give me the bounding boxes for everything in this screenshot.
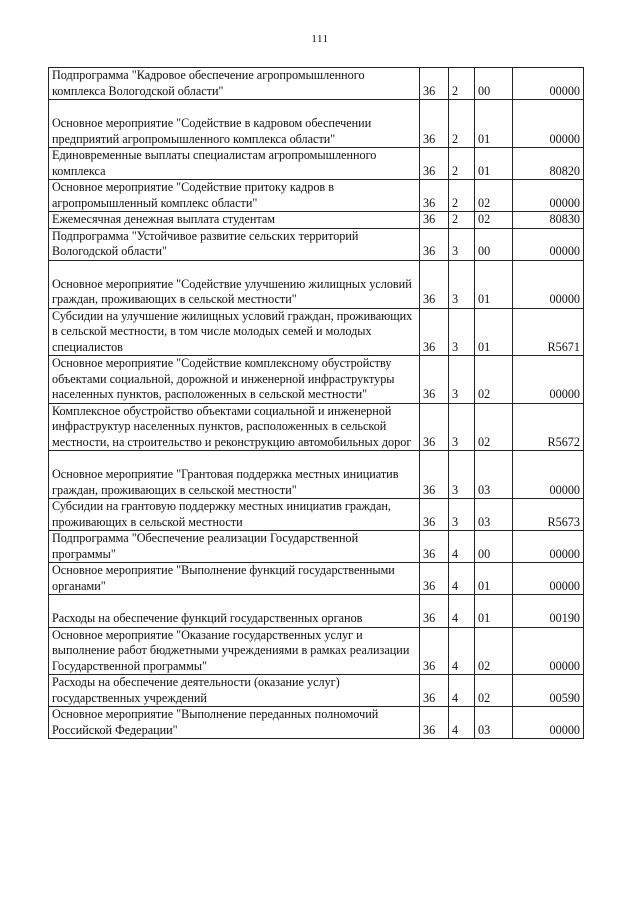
row-name-cell: Основное мероприятие "Выполнение переданных полномочий Российской Федерации" [49, 707, 420, 739]
code-program-cell: 36 [420, 148, 449, 180]
row-name-cell: Основное мероприятие "Содействие в кадровом обеспечении предприятий агропромышленного комплекса области" [49, 100, 420, 148]
row-name-cell: Субсидии на грантовую поддержку местных инициатив граждан, проживающих в сельской местности [49, 499, 420, 531]
table-row [49, 228, 584, 260]
code-direction-cell: 00590 [513, 675, 584, 707]
table-row [49, 308, 584, 356]
code-activity-cell: 01 [475, 563, 513, 595]
table-row [49, 451, 584, 499]
row-name-cell: Подпрограмма "Устойчивое развитие сельских территорий Вологодской области" [49, 228, 420, 260]
code-direction-cell: 00000 [513, 356, 584, 404]
row-name-cell: Основное мероприятие "Содействие комплексному обустройству объектами социальной, дорожной и инженерной инфраструктуры населенных пунктов, расположенных в сельской местности" [49, 356, 420, 404]
page-number: 111 [311, 33, 329, 45]
code-activity-cell: 02 [475, 403, 513, 451]
row-name-cell: Расходы на обеспечение функций государственных органов [49, 595, 420, 628]
code-direction-cell: R5672 [513, 403, 584, 451]
code-subprogram-cell: 2 [449, 68, 475, 100]
code-subprogram-cell: 4 [449, 595, 475, 628]
budget-classification-table [48, 67, 584, 739]
code-program-cell: 36 [420, 180, 449, 212]
code-direction-cell: 80820 [513, 148, 584, 180]
code-subprogram-cell: 3 [449, 356, 475, 404]
table-row [49, 260, 584, 308]
code-program-cell: 36 [420, 563, 449, 595]
code-program-cell: 36 [420, 212, 449, 229]
code-program-cell: 36 [420, 595, 449, 628]
code-subprogram-cell: 4 [449, 675, 475, 707]
code-activity-cell: 02 [475, 180, 513, 212]
code-direction-cell: 00000 [513, 451, 584, 499]
code-activity-cell: 03 [475, 451, 513, 499]
table-row [49, 627, 584, 675]
code-direction-cell: R5671 [513, 308, 584, 356]
code-activity-cell: 02 [475, 675, 513, 707]
row-name-cell: Субсидии на улучшение жилищных условий граждан, проживающих в сельской местности, в том числе молодых семей и молодых специалистов [49, 308, 420, 356]
code-program-cell: 36 [420, 356, 449, 404]
code-activity-cell: 02 [475, 356, 513, 404]
code-subprogram-cell: 2 [449, 148, 475, 180]
code-program-cell: 36 [420, 403, 449, 451]
table-row [49, 148, 584, 180]
code-direction-cell: R5673 [513, 499, 584, 531]
code-program-cell: 36 [420, 308, 449, 356]
table-row [49, 499, 584, 531]
code-subprogram-cell: 3 [449, 499, 475, 531]
row-name-cell: Основное мероприятие "Оказание государственных услуг и выполнение работ бюджетными учреждениями в рамках реализации Государственной программы" [49, 627, 420, 675]
table-row [49, 707, 584, 739]
row-name-cell: Основное мероприятие "Грантовая поддержка местных инициатив граждан, проживающих в сельской местности" [49, 451, 420, 499]
code-activity-cell: 01 [475, 308, 513, 356]
code-activity-cell: 01 [475, 100, 513, 148]
table-row [49, 403, 584, 451]
code-direction-cell: 00000 [513, 100, 584, 148]
table-row [49, 180, 584, 212]
code-subprogram-cell: 3 [449, 451, 475, 499]
code-program-cell: 36 [420, 228, 449, 260]
code-activity-cell: 03 [475, 707, 513, 739]
code-program-cell: 36 [420, 531, 449, 563]
table-body [49, 68, 584, 739]
code-activity-cell: 03 [475, 499, 513, 531]
code-direction-cell: 00000 [513, 260, 584, 308]
table-row [49, 356, 584, 404]
row-name-cell: Подпрограмма "Кадровое обеспечение агропромышленного комплекса Вологодской области" [49, 68, 420, 100]
code-activity-cell: 01 [475, 148, 513, 180]
code-direction-cell: 00000 [513, 707, 584, 739]
code-direction-cell: 00190 [513, 595, 584, 628]
code-program-cell: 36 [420, 451, 449, 499]
code-activity-cell: 01 [475, 595, 513, 628]
row-name-cell: Единовременные выплаты специалистам агропромышленного комплекса [49, 148, 420, 180]
code-activity-cell: 02 [475, 212, 513, 229]
table-row [49, 595, 584, 628]
code-activity-cell: 00 [475, 228, 513, 260]
row-name-cell: Ежемесячная денежная выплата студентам [49, 212, 420, 229]
code-program-cell: 36 [420, 627, 449, 675]
table-row [49, 68, 584, 100]
code-program-cell: 36 [420, 100, 449, 148]
code-subprogram-cell: 4 [449, 563, 475, 595]
code-subprogram-cell: 2 [449, 212, 475, 229]
code-program-cell: 36 [420, 68, 449, 100]
code-direction-cell: 00000 [513, 627, 584, 675]
code-direction-cell: 00000 [513, 228, 584, 260]
code-direction-cell: 00000 [513, 68, 584, 100]
code-subprogram-cell: 3 [449, 228, 475, 260]
code-subprogram-cell: 4 [449, 531, 475, 563]
code-activity-cell: 02 [475, 627, 513, 675]
code-subprogram-cell: 4 [449, 627, 475, 675]
code-program-cell: 36 [420, 707, 449, 739]
code-subprogram-cell: 2 [449, 180, 475, 212]
table-row [49, 212, 584, 229]
code-direction-cell: 80830 [513, 212, 584, 229]
table-row [49, 100, 584, 148]
row-name-cell: Расходы на обеспечение деятельности (оказание услуг) государственных учреждений [49, 675, 420, 707]
row-name-cell: Комплексное обустройство объектами социальной и инженерной инфраструктур населенных пунктов, расположенных в сельской местности, на строительство и реконструкцию автомобильных дорог [49, 403, 420, 451]
code-direction-cell: 00000 [513, 180, 584, 212]
row-name-cell: Подпрограмма "Обеспечение реализации Государственной программы" [49, 531, 420, 563]
row-name-cell: Основное мероприятие "Выполнение функций государственными органами" [49, 563, 420, 595]
code-direction-cell: 00000 [513, 531, 584, 563]
code-program-cell: 36 [420, 675, 449, 707]
table-row [49, 531, 584, 563]
code-program-cell: 36 [420, 499, 449, 531]
code-subprogram-cell: 3 [449, 403, 475, 451]
row-name-cell: Основное мероприятие "Содействие притоку кадров в агропромышленный комплекс области" [49, 180, 420, 212]
code-subprogram-cell: 2 [449, 100, 475, 148]
table-row [49, 675, 584, 707]
table-row [49, 563, 584, 595]
code-program-cell: 36 [420, 260, 449, 308]
code-subprogram-cell: 3 [449, 260, 475, 308]
code-activity-cell: 01 [475, 260, 513, 308]
code-activity-cell: 00 [475, 531, 513, 563]
code-activity-cell: 00 [475, 68, 513, 100]
row-name-cell: Основное мероприятие "Содействие улучшению жилищных условий граждан, проживающих в сельской местности" [49, 260, 420, 308]
code-subprogram-cell: 3 [449, 308, 475, 356]
code-subprogram-cell: 4 [449, 707, 475, 739]
code-direction-cell: 00000 [513, 563, 584, 595]
